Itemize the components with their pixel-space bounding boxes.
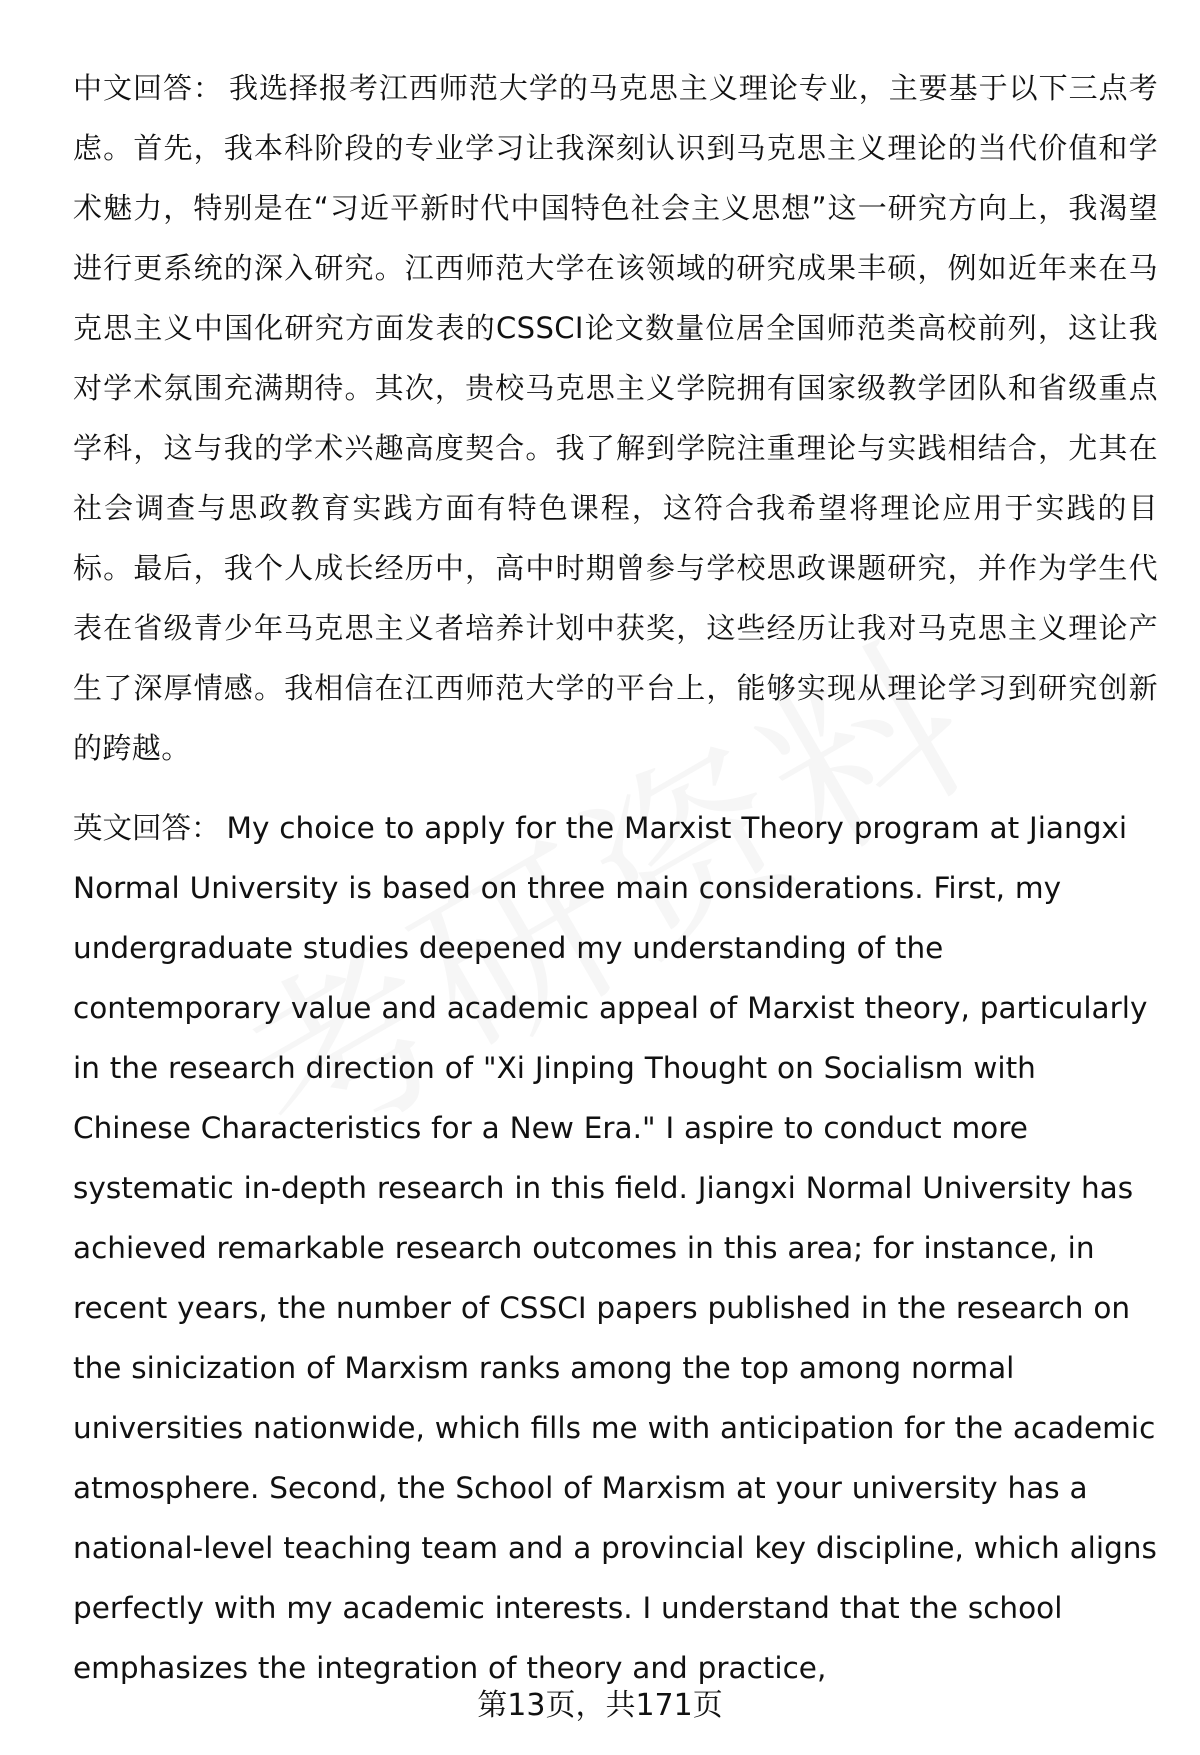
chinese-answer-paragraph [73,58,1158,778]
english-answer-text: My choice to apply for the Marxist Theory program at Jiangxi Normal University is based on three main considerations. First, my undergraduate studies deepened my understanding of the contemporary value and academic appeal of Marxist theory, particularly in the research direction of "Xi Jinping Thought on Socialism with Chinese Characteristics for a New Era." I aspire to conduct more systematic in-depth research in this field. Jiangxi Normal University has achieved remarkable research outcomes in this area; for instance, in recent years, the number of CSSCI papers published in the research on the sinicization of Marxism ranks among the top among normal universities nationwide, which fills me with anticipation for the academic atmosphere. Second, the School of Marxism at your university has a national-level teaching team and a provincial key discipline, which aligns perfectly with my academic interests. I understand that the school emphasizes the integration of theory and practice, [73,811,1157,1685]
chinese-answer-label: 中文回答： [73,71,223,105]
chinese-answer-text: 我选择报考江西师范大学的马克思主义理论专业，主要基于以下三点考虑。首先，我本科阶段的专业学习让我深刻认识到马克思主义理论的当代价值和学术魅力，特别是在“习近平新时代中国特色社会主义思想”这一研究方向上，我渴望进行更系统的深入研究。江西师范大学在该领域的研究成果丰硕，例如近年来在马克思主义中国化研究方面发表的CSSCI论文数量位居全国师范类高校前列，这让我对学术氛围充满期待。其次，贵校马克思主义学院拥有国家级教学团队和省级重点学科，这与我的学术兴趣高度契合。我了解到学院注重理论与实践相结合，尤其在社会调查与思政教育实践方面有特色课程，这符合我希望将理论应用于实践的目标。最后，我个人成长经历中，高中时期曾参与学校思政课题研究，并作为学生代表在省级青少年马克思主义者培养计划中获奖，这些经历让我对马克思主义理论产生了深厚情感。我相信在江西师范大学的平台上，能够实现从理论学习到研究创新的跨越。 [73,71,1158,765]
document-content [73,58,1158,1698]
page-number-footer: 第13页，共171页 [477,1688,723,1723]
english-answer-paragraph [73,798,1158,1698]
english-answer-label: 英文回答： [73,811,221,845]
